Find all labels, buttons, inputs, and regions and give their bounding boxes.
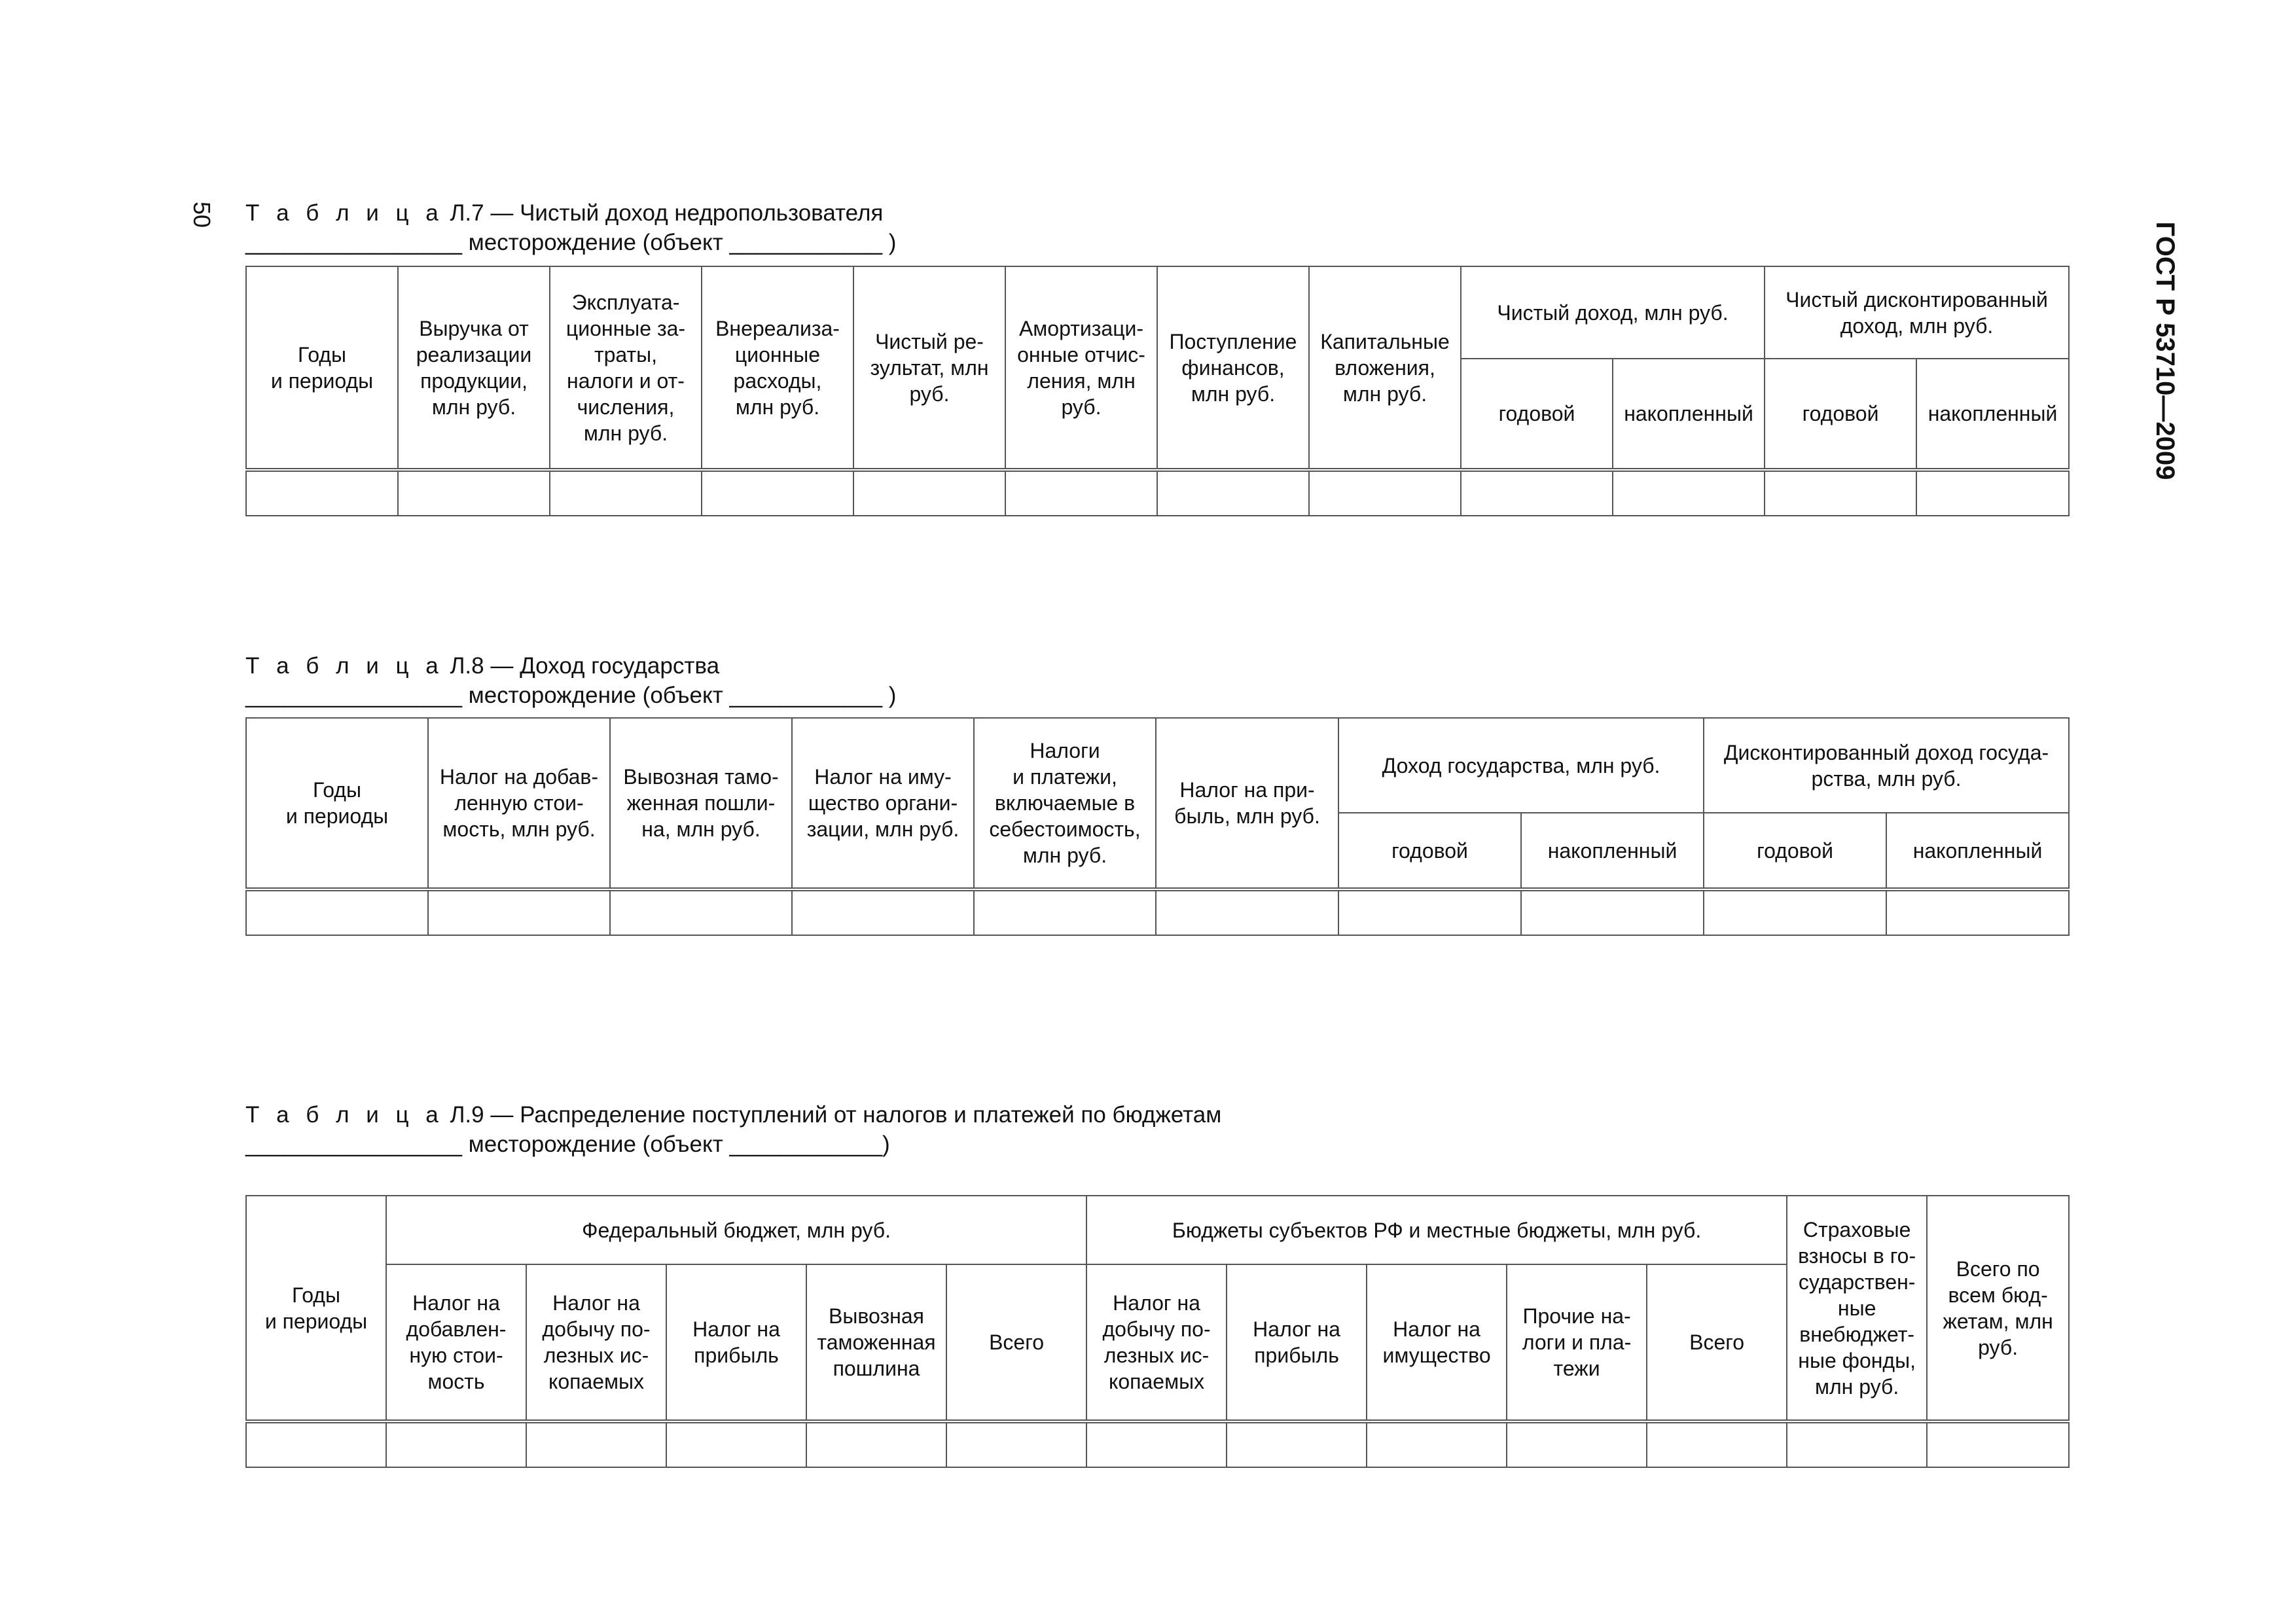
table-cell [246, 470, 398, 516]
header-federal-budget: Федеральный бюджет, млн руб. [386, 1196, 1086, 1264]
header-state-discounted-income: Дисконтированный доход госуда- рства, млн руб. [1704, 718, 2069, 813]
header-net-income: Чистый доход, млн руб. [1461, 266, 1765, 359]
header-net-result: Чистый ре- зультат, млн руб. [853, 266, 1005, 470]
table-cell [1507, 1421, 1647, 1467]
table-cell [428, 889, 610, 935]
header-years: Годы и периоды [246, 266, 398, 470]
table-cell [946, 1421, 1086, 1467]
page-number: 50 [188, 201, 215, 228]
table-cell [610, 889, 792, 935]
header-cost-taxes: Налоги и платежи, включаемые в себестоимость, млн руб. [974, 718, 1156, 889]
header-revenue: Выручка от реализации продукции, млн руб. [398, 266, 550, 470]
table-cell [1916, 470, 2069, 516]
table-cell [1338, 889, 1521, 935]
header-regional-budgets: Бюджеты субъектов РФ и местные бюджеты, млн руб. [1086, 1196, 1787, 1264]
table-cell [1927, 1421, 2069, 1467]
header-opex: Эксплуата- ционные за- траты, налоги и от- числения, млн руб. [550, 266, 702, 470]
table-subtitle: _________________ месторождение (объект ____________) [245, 1132, 890, 1157]
header-regional-other-taxes: Прочие на- логи и пла- тежи [1507, 1264, 1647, 1421]
table-l8 [245, 717, 2070, 936]
table-cell [1461, 470, 1613, 516]
table-label: Т а б л и ц а [245, 1102, 444, 1128]
table-subtitle: _________________ месторождение (объект ____________ ) [245, 230, 897, 255]
table-cell [1086, 1421, 1227, 1467]
table-row [246, 470, 2069, 516]
table-cell [550, 470, 702, 516]
header-depreciation: Амортизаци- онные отчис- ления, млн руб. [1005, 266, 1157, 470]
header-cumulative: накопленный [1916, 359, 2069, 470]
table-cell [526, 1421, 666, 1467]
table-cell [246, 889, 428, 935]
table-cell [1367, 1421, 1507, 1467]
table-cell [1156, 889, 1338, 935]
table-cell [398, 470, 550, 516]
table-cell [853, 470, 1005, 516]
table-cell [1521, 889, 1704, 935]
header-annual: годовой [1765, 359, 1916, 470]
table-cell [1005, 470, 1157, 516]
table-label: Т а б л и ц а [245, 200, 444, 226]
header-profit-tax: Налог на при- быль, млн руб. [1156, 718, 1338, 889]
header-years: Годы и периоды [246, 1196, 386, 1421]
table-cell [1787, 1421, 1927, 1467]
header-annual: годовой [1461, 359, 1613, 470]
table-title: Л.7 — Чистый доход недропользователя [443, 200, 884, 226]
header-cumulative: накопленный [1886, 813, 2069, 889]
header-financing: Поступление финансов, млн руб. [1157, 266, 1309, 470]
header-net-discounted-income: Чистый дисконтированный доход, млн руб. [1765, 266, 2069, 359]
table-cell [1157, 470, 1309, 516]
table-label: Т а б л и ц а [245, 653, 444, 679]
header-nonoperating: Внереализа- ционные расходы, млн руб. [702, 266, 853, 470]
header-state-income: Доход государства, млн руб. [1338, 718, 1704, 813]
table-l8-caption [245, 651, 896, 710]
table-cell [246, 1421, 386, 1467]
table-cell [974, 889, 1156, 935]
header-insurance-contributions: Страховые взносы в го- сударствен- ные внебюджет- ные фонды, млн руб. [1787, 1196, 1927, 1421]
table-cell [1309, 470, 1461, 516]
table-cell [1886, 889, 2069, 935]
table-l9-caption [245, 1100, 1221, 1159]
header-federal-total: Всего [946, 1264, 1086, 1421]
table-row [246, 889, 2069, 935]
header-regional-mining-tax: Налог на добычу по- лезных ис- копаемых [1086, 1264, 1227, 1421]
table-l7 [245, 266, 2070, 516]
table-cell [1227, 1421, 1367, 1467]
standard-code: ГОСТ Р 53710—2009 [2151, 221, 2179, 480]
header-federal-profit-tax: Налог на прибыль [666, 1264, 806, 1421]
table-cell [702, 470, 853, 516]
header-cumulative: накопленный [1613, 359, 1765, 470]
table-title: Л.9 — Распределение поступлений от налогов и платежей по бюджетам [443, 1102, 1222, 1128]
header-regional-total: Всего [1647, 1264, 1787, 1421]
table-subtitle: _________________ месторождение (объект ____________ ) [245, 683, 897, 708]
header-annual: годовой [1704, 813, 1886, 889]
header-annual: годовой [1338, 813, 1521, 889]
table-cell [1704, 889, 1886, 935]
table-l9 [245, 1195, 2070, 1468]
header-regional-profit-tax: Налог на прибыль [1227, 1264, 1367, 1421]
header-capex: Капитальные вложения, млн руб. [1309, 266, 1461, 470]
header-total-all-budgets: Всего по всем бюд- жетам, млн руб. [1927, 1196, 2069, 1421]
header-export-duty: Вывозная тамо- женная пошли- на, млн руб. [610, 718, 792, 889]
table-title: Л.8 — Доход государства [443, 653, 720, 679]
table-cell [792, 889, 974, 935]
table-cell [1647, 1421, 1787, 1467]
header-vat: Налог на добав- ленную стои- мость, млн руб. [428, 718, 610, 889]
table-cell [806, 1421, 946, 1467]
header-property-tax: Налог на иму- щество органи- зации, млн руб. [792, 718, 974, 889]
header-federal-export-duty: Вывозная таможенная пошлина [806, 1264, 946, 1421]
header-years: Годы и периоды [246, 718, 428, 889]
header-federal-vat: Налог на добавлен- ную стои- мость [386, 1264, 526, 1421]
table-row [246, 1421, 2069, 1467]
table-cell [666, 1421, 806, 1467]
header-cumulative: накопленный [1521, 813, 1704, 889]
header-regional-property-tax: Налог на имущество [1367, 1264, 1507, 1421]
table-cell [1765, 470, 1916, 516]
table-l7-caption [245, 198, 896, 257]
header-federal-mining-tax: Налог на добычу по- лезных ис- копаемых [526, 1264, 666, 1421]
table-cell [1613, 470, 1765, 516]
table-cell [386, 1421, 526, 1467]
